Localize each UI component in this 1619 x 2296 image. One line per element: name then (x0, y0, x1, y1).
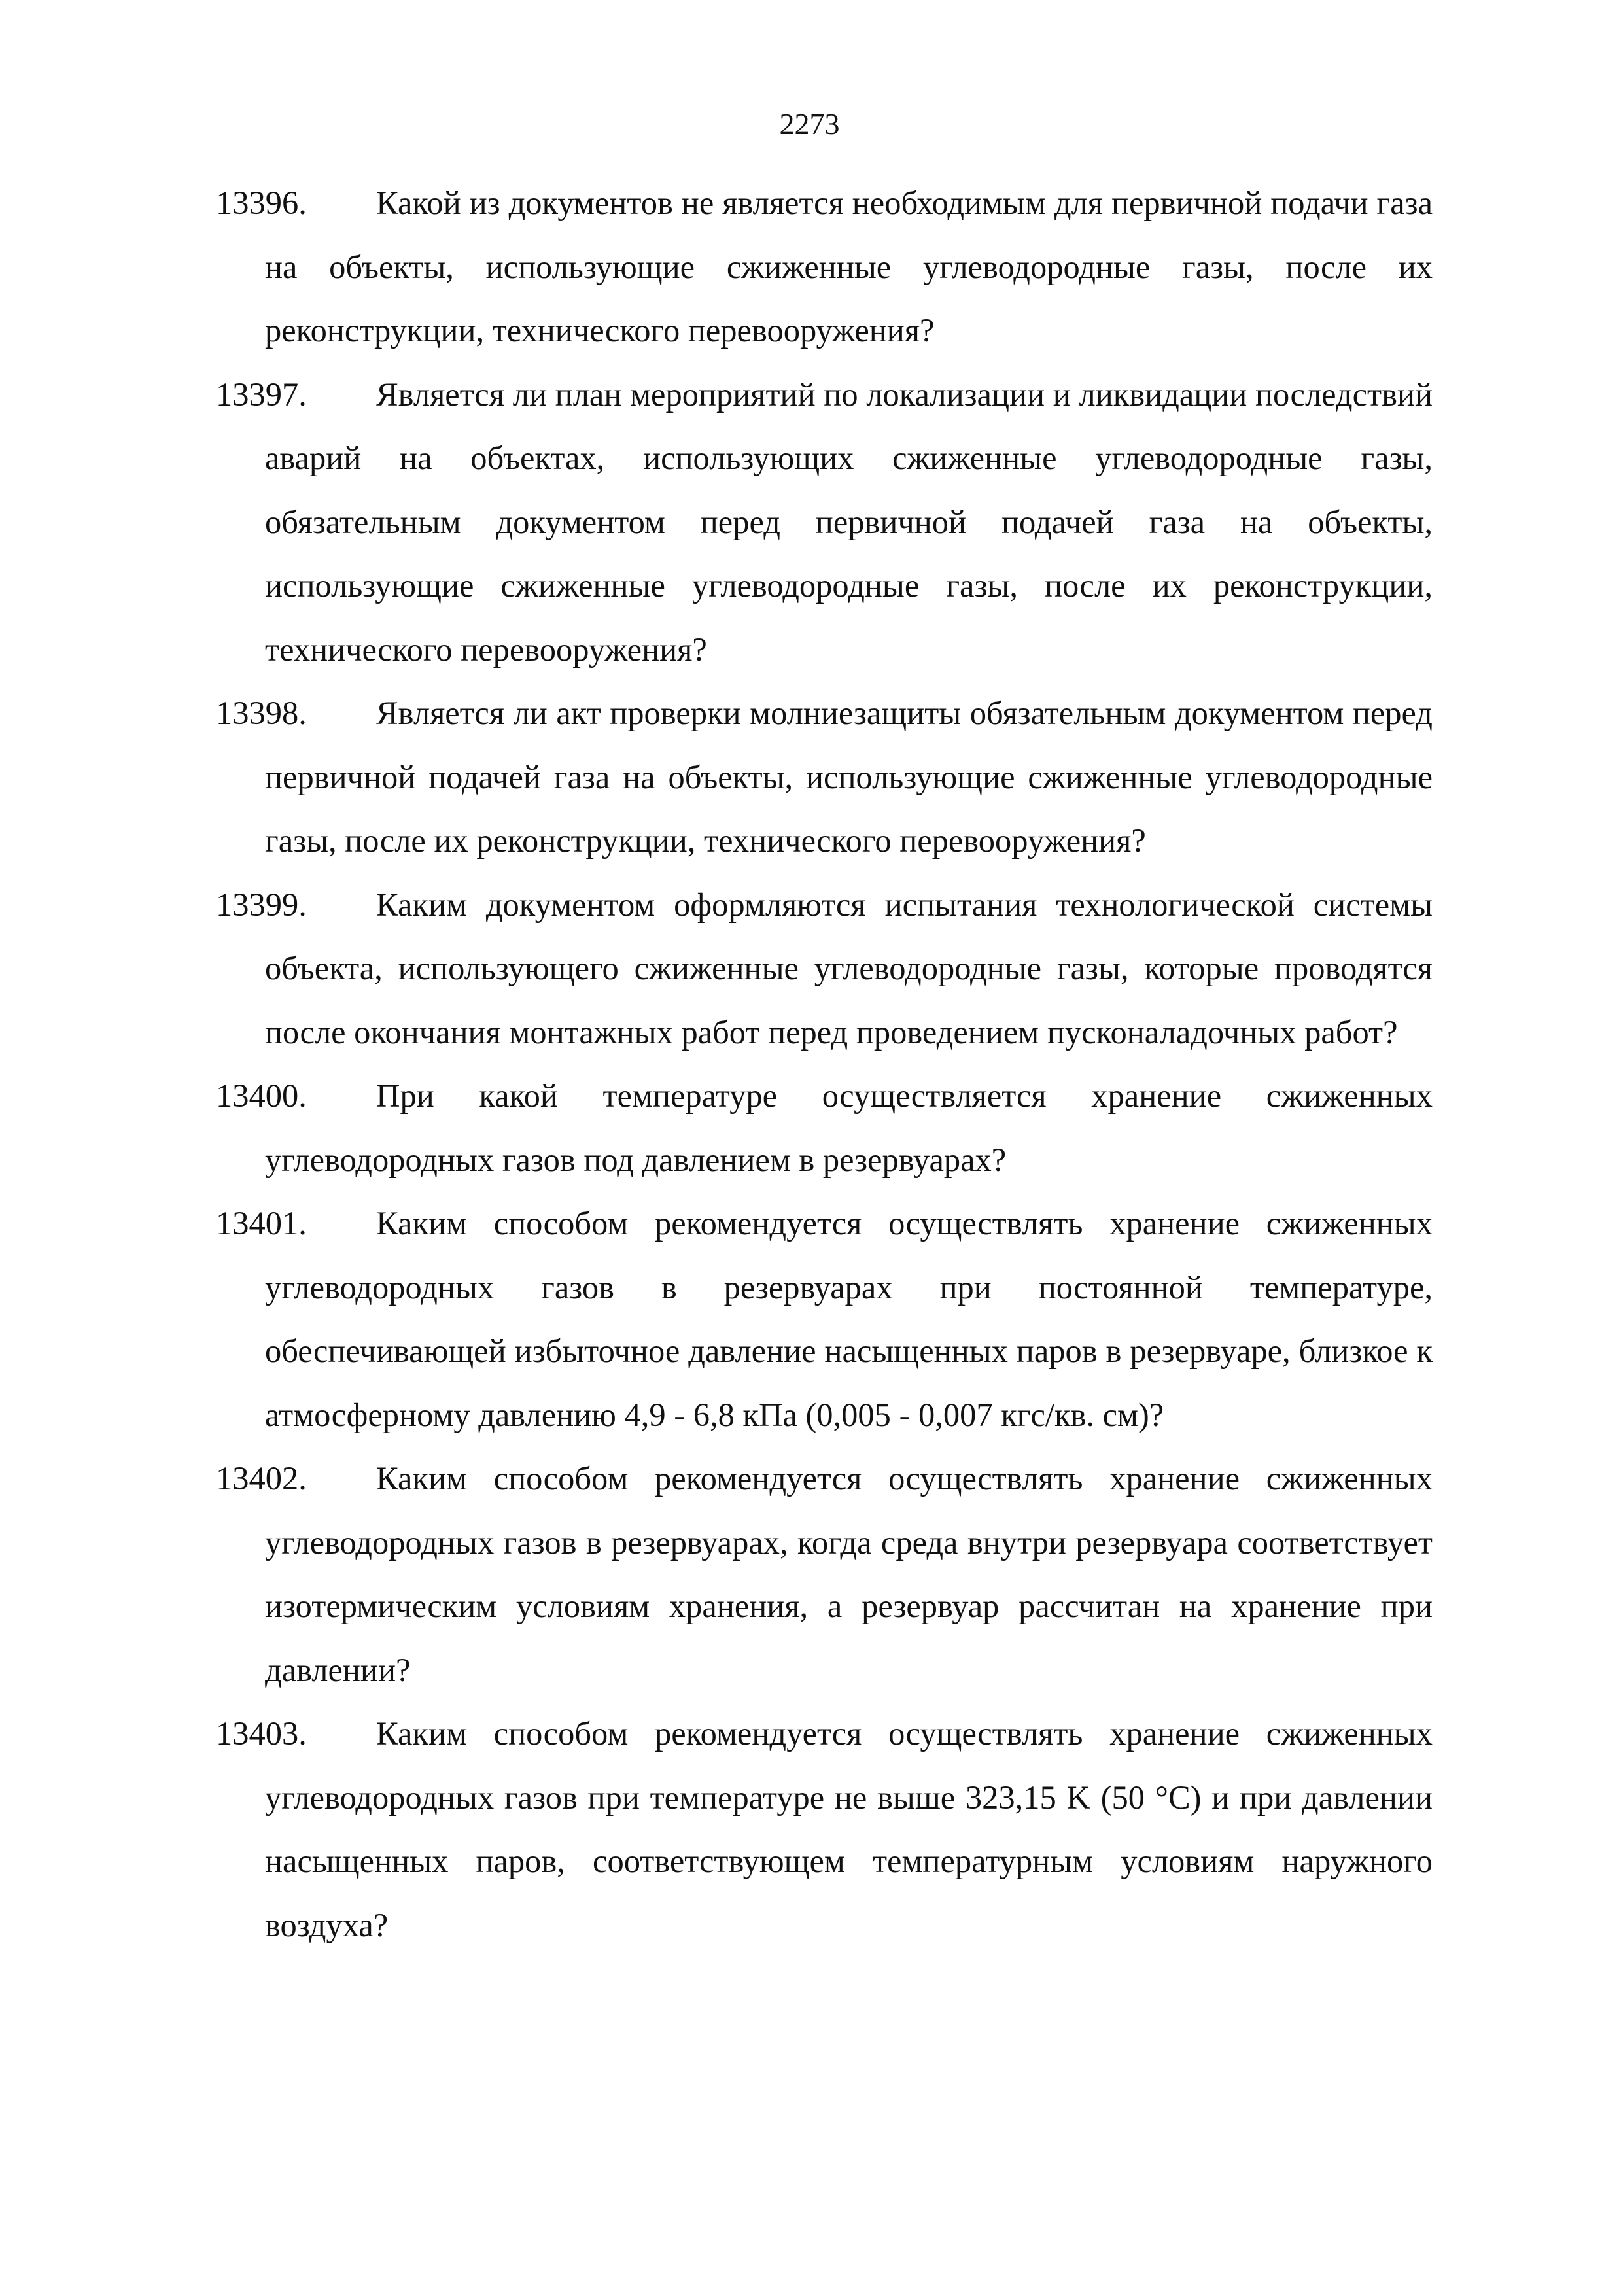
question-item (216, 363, 1433, 682)
question-item (216, 682, 1433, 873)
question-number: 13398. (216, 695, 307, 731)
question-text: Каким способом рекомендуется осуществлять хранение сжиженных углеводородных газов в резервуарах при постоянной температуре, обеспечивающей избыточное давление насыщенных паров в резервуаре, близкое к атмосферному давлению 4,9 - 6,8 кПа (0,005 - 0,007 кгс/кв. см)? (265, 1205, 1433, 1433)
question-item (216, 1064, 1433, 1192)
question-text: Каким способом рекомендуется осуществлять хранение сжиженных углеводородных газов при температуре не выше 323,15 K (50 °C) и при давлении насыщенных паров, соответствующем температурным условиям наружного воздуха? (265, 1715, 1433, 1943)
question-text: Какой из документов не является необходимым для первичной подачи газа на объекты, использующие сжиженные углеводородные газы, после их реконструкции, технического перевооружения? (265, 184, 1433, 349)
question-number: 13396. (216, 184, 307, 221)
question-text: Каким способом рекомендуется осуществлять хранение сжиженных углеводородных газов в резервуарах, когда среда внутри резервуара соответствует изотермическим условиям хранения, а резервуар рассчитан на хранение при давлении? (265, 1460, 1433, 1688)
question-item (216, 1702, 1433, 1957)
question-number: 13402. (216, 1460, 307, 1497)
page-number: 2273 (779, 107, 840, 141)
question-text: Является ли акт проверки молниезащиты обязательным документом перед первичной подачей газа на объекты, использующие сжиженные углеводородные газы, после их реконструкции, технического перевооружения? (265, 695, 1433, 859)
question-number: 13397. (216, 375, 307, 413)
question-text: Является ли план мероприятий по локализации и ликвидации последствий аварий на объектах, использующих сжиженные углеводородные газы, обязательным документом перед первичной подачей газа на объекты, использующие сжиженные углеводородные газы, после их реконструкции, технического перевооружения? (265, 375, 1433, 668)
question-item (216, 1447, 1433, 1702)
question-number: 13399. (216, 886, 307, 923)
question-number: 13400. (216, 1077, 307, 1114)
question-item (216, 171, 1433, 363)
question-item (216, 873, 1433, 1065)
question-number: 13403. (216, 1715, 307, 1752)
question-list (216, 171, 1433, 1957)
question-number: 13401. (216, 1205, 307, 1242)
question-text: Каким документом оформляются испытания технологической системы объекта, использующего сжиженные углеводородные газы, которые проводятся после окончания монтажных работ перед проведением пусконаладочных работ? (265, 886, 1433, 1051)
question-text: При какой температуре осуществляется хранение сжиженных углеводородных газов под давлением в резервуарах? (265, 1077, 1433, 1178)
question-item (216, 1192, 1433, 1447)
